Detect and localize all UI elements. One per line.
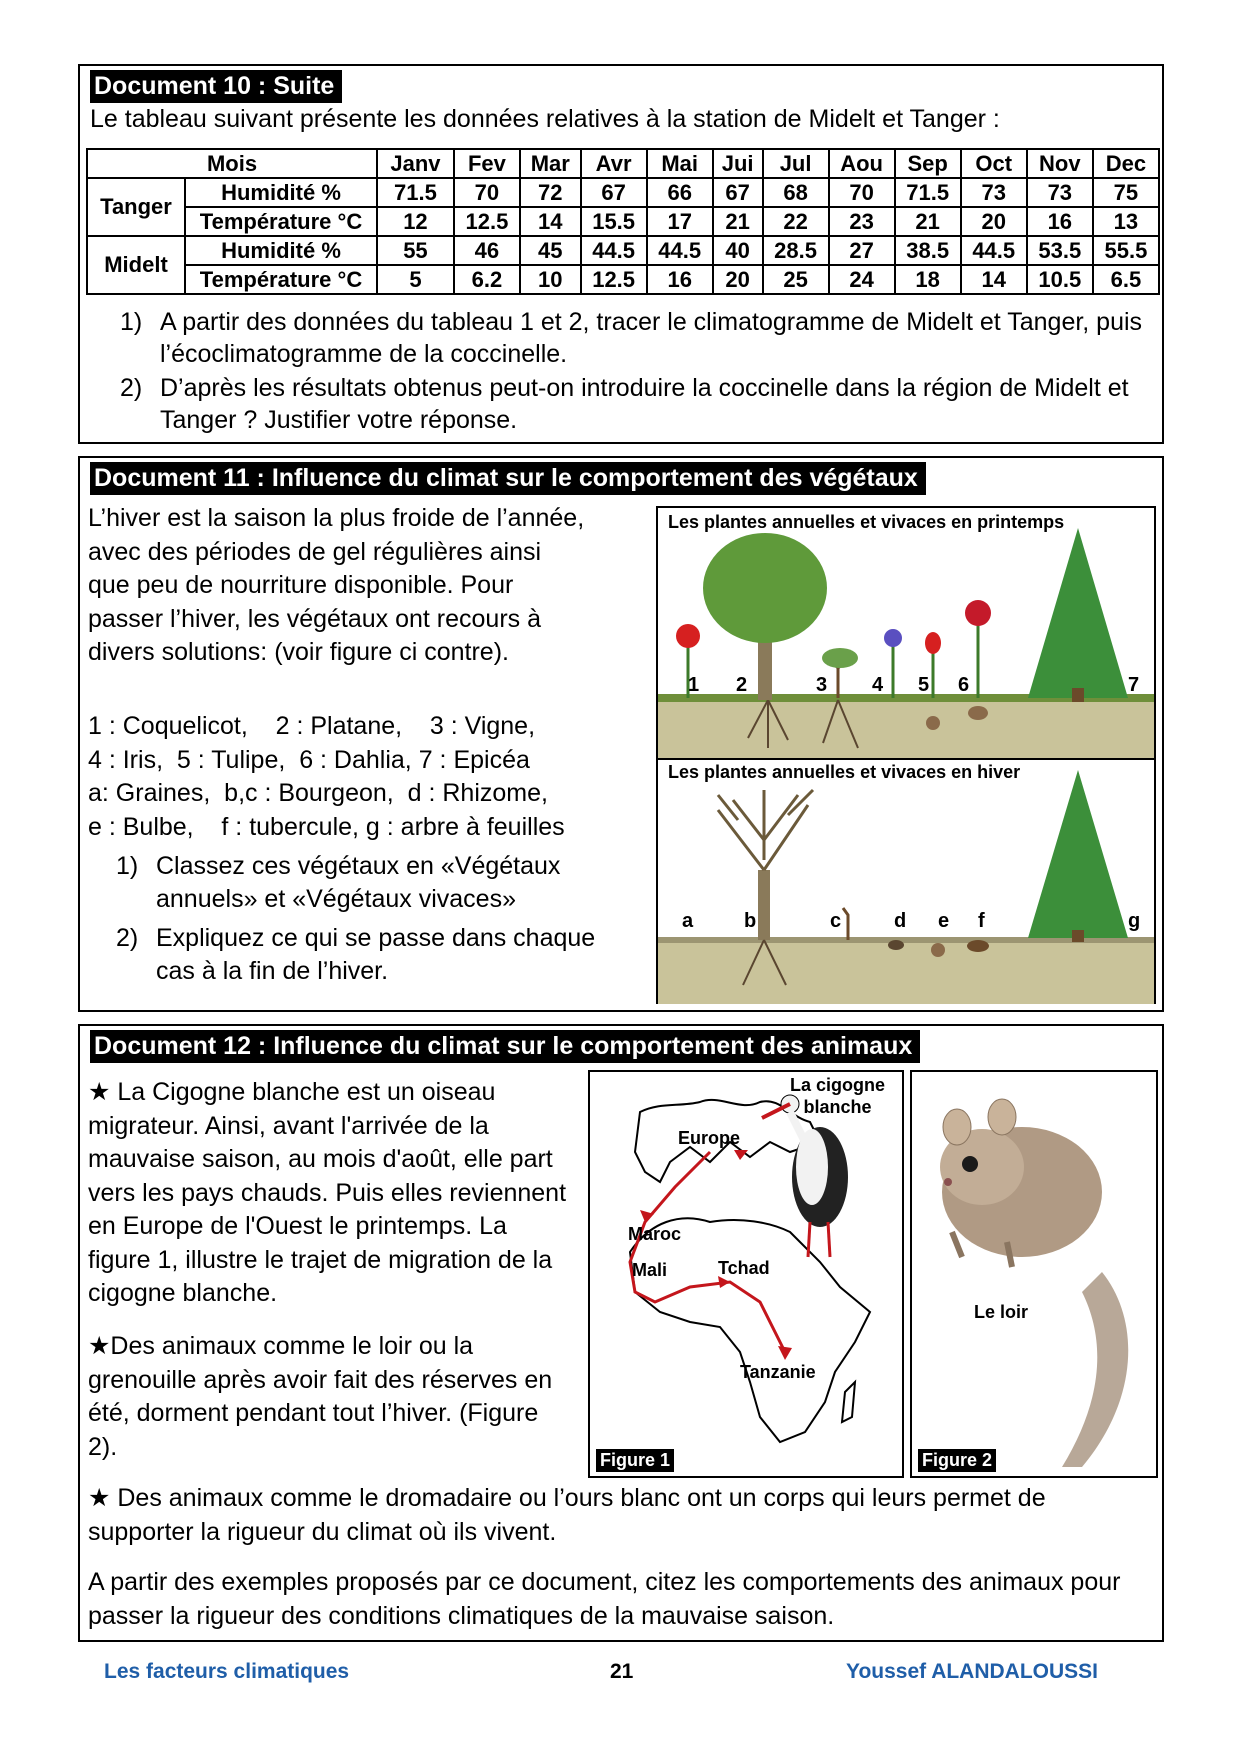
plant-letter: d: [894, 910, 907, 932]
stork-label-line: La cigogne: [790, 1075, 886, 1095]
table-cell: 6.5: [1093, 265, 1159, 294]
map-label-europe: Europe: [678, 1128, 741, 1148]
document-12-question: A partir des exemples proposés par ce document, citez les comportements des animaux pour passer la rigueur des conditions climatiques de la mauvaise saison.: [88, 1568, 1121, 1630]
map-label-mali: Mali: [632, 1260, 668, 1280]
table-cell: 21: [895, 207, 961, 236]
legend-line: 4 : Iris, 5 : Tulipe, 6 : Dahlia, 7 : Epicéa: [88, 745, 530, 774]
loir-paragraph: [88, 1330, 558, 1464]
table-cell: 13: [1093, 207, 1159, 236]
table-cell: 20: [713, 265, 763, 294]
stork-label-line: blanche: [803, 1097, 872, 1117]
month-header: Sep: [895, 149, 961, 178]
month-header: Fev: [454, 149, 520, 178]
document-11-questions: [116, 850, 616, 988]
month-header: Janv: [377, 149, 454, 178]
table-cell: 45: [520, 236, 581, 265]
plant-number: 6: [958, 674, 970, 696]
map-label-maroc: Maroc: [628, 1224, 682, 1244]
question-text: Classez ces végétaux en «Végétaux annuels» et «Végétaux vivaces»: [156, 852, 561, 913]
plant-letter: a: [682, 910, 694, 932]
table-cell: 18: [895, 265, 961, 294]
plant-number: 1: [688, 674, 700, 696]
spring-panel: [658, 508, 1154, 758]
loir-illustration: [912, 1072, 1156, 1476]
table-cell: 40: [713, 236, 763, 265]
table-cell: 15.5: [581, 207, 647, 236]
star-icon: ★: [88, 1484, 111, 1512]
table-row: [87, 236, 1159, 265]
plant-letter: g: [1128, 910, 1141, 932]
table-cell: 53.5: [1027, 236, 1093, 265]
footer-author: Youssef ALANDALOUSSI: [846, 1660, 1099, 1683]
spring-caption: Les plantes annuelles et vivaces en printemps: [668, 512, 1065, 532]
document-10-questions: [120, 306, 1150, 436]
table-cell: 44.5: [961, 236, 1027, 265]
climate-table: [86, 148, 1160, 295]
table-cell: 23: [829, 207, 895, 236]
loir-text: Des animaux comme le loir ou la grenouille après avoir fait des réserves en été, dorment pendant tout l’hiver. (Figure 2).: [88, 1332, 553, 1461]
station-name: Tanger: [87, 178, 185, 236]
plant-number: 7: [1128, 674, 1140, 696]
table-header-row: [87, 149, 1159, 178]
winter-panel: [658, 760, 1154, 1004]
document-12: [78, 1024, 1164, 1642]
question-number: 2): [116, 924, 139, 952]
star-icon: ★: [88, 1078, 111, 1106]
plant-letter: e: [938, 910, 950, 932]
map-label-tchad: Tchad: [718, 1258, 770, 1278]
table-row: [87, 207, 1159, 236]
table-cell: 12.5: [581, 265, 647, 294]
table-cell: 44.5: [647, 236, 713, 265]
table-cell: 44.5: [581, 236, 647, 265]
page-number: 21: [610, 1660, 634, 1683]
question-text: D’après les résultats obtenus peut-on introduire la coccinelle dans la région de Midelt et Tanger ? Justifier votre réponse.: [160, 374, 1129, 434]
table-cell: 6.2: [454, 265, 520, 294]
stork-paragraph: [88, 1076, 568, 1311]
question-item: [120, 372, 1150, 436]
table-cell: 73: [1027, 178, 1093, 207]
month-header: Nov: [1027, 149, 1093, 178]
plants-figure: [656, 506, 1156, 1004]
stork-text: La Cigogne blanche est un oiseau migrateur. Ainsi, avant l'arrivée de la mauvaise saison, au mois d'août, elle part vers les pays chauds. Puis elles reviennent en Europe de l'Ouest le printemps. La figure 1, illustre le trajet de migration de la cigogne blanche.: [88, 1078, 567, 1307]
table-cell: 73: [961, 178, 1027, 207]
table-cell: 12.5: [454, 207, 520, 236]
document-10-intro: Le tableau suivant présente les données relatives à la station de Midelt et Tanger :: [90, 105, 1000, 133]
table-cell: 24: [829, 265, 895, 294]
row-label: Humidité %: [185, 178, 377, 207]
table-cell: 22: [763, 207, 829, 236]
month-header: Oct: [961, 149, 1027, 178]
table-cell: 20: [961, 207, 1027, 236]
table-cell: 28.5: [763, 236, 829, 265]
table-row: [87, 265, 1159, 294]
table-cell: 10: [520, 265, 581, 294]
question-item: [116, 922, 616, 988]
table-cell: 70: [454, 178, 520, 207]
document-11-title: Document 11 : Influence du climat sur le comportement des végétaux: [90, 462, 926, 495]
table-cell: 66: [647, 178, 713, 207]
map-label-tanzanie: Tanzanie: [740, 1362, 816, 1382]
plant-letter: b: [744, 910, 757, 932]
table-cell: 5: [377, 265, 454, 294]
question-number: 1): [120, 308, 143, 336]
table-cell: 68: [763, 178, 829, 207]
document-11-intro: L’hiver est la saison la plus froide de l’année, avec des périodes de gel régulières ainsi que peu de nourriture disponible. Pour passer l’hiver, les végétaux ont recours à divers solutions: (voir figure ci contre).: [88, 504, 585, 666]
table-cell: 16: [1027, 207, 1093, 236]
stork-label: [790, 1074, 885, 1118]
star-icon: ★: [88, 1332, 111, 1360]
table-cell: 67: [713, 178, 763, 207]
month-header: Aou: [829, 149, 895, 178]
table-cell: 14: [520, 207, 581, 236]
spring-illustration: [658, 508, 1154, 758]
plant-legend: [88, 710, 648, 844]
legend-line: a: Graines, b,c : Bourgeon, d : Rhizome,: [88, 779, 548, 807]
table-cell: 21: [713, 207, 763, 236]
question-number: 1): [116, 852, 139, 880]
table-cell: 10.5: [1027, 265, 1093, 294]
plant-number: 3: [816, 674, 828, 696]
table-cell: 71.5: [377, 178, 454, 207]
figure-1-label: Figure 1: [596, 1449, 674, 1472]
month-header: Jul: [763, 149, 829, 178]
legend-line: e : Bulbe, f : tubercule, g : arbre à feuilles: [88, 812, 565, 841]
loir-label: Le loir: [974, 1302, 1029, 1322]
plant-number: 4: [872, 674, 884, 696]
question-number: 2): [120, 374, 143, 402]
question-item: [116, 850, 616, 916]
table-cell: 71.5: [895, 178, 961, 207]
table-cell: 38.5: [895, 236, 961, 265]
migration-map-figure: [588, 1070, 904, 1478]
table-cell: 16: [647, 265, 713, 294]
table-cell: 17: [647, 207, 713, 236]
table-cell: 25: [763, 265, 829, 294]
table-cell: 14: [961, 265, 1027, 294]
question-text: A partir des données du tableau 1 et 2, tracer le climatogramme de Midelt et Tanger, puis l’écoclimatogramme de la coccinelle.: [160, 308, 1143, 368]
table-cell: 70: [829, 178, 895, 207]
table-cell: 27: [829, 236, 895, 265]
footer-chapter: Les facteurs climatiques: [104, 1660, 350, 1683]
winter-illustration: [658, 760, 1154, 1004]
table-cell: 67: [581, 178, 647, 207]
month-header: Jui: [713, 149, 763, 178]
plant-letter: f: [978, 910, 985, 932]
plant-letter: c: [830, 910, 842, 932]
table-cell: 55.5: [1093, 236, 1159, 265]
month-header: Mai: [647, 149, 713, 178]
table-row: [87, 178, 1159, 207]
document-11: [78, 456, 1164, 1012]
plant-number: 2: [736, 674, 748, 696]
row-label: Température °C: [185, 207, 377, 236]
month-header: Mar: [520, 149, 581, 178]
document-10: [78, 64, 1164, 444]
loir-figure: [910, 1070, 1158, 1478]
row-label: Humidité %: [185, 236, 377, 265]
table-cell: 75: [1093, 178, 1159, 207]
table-cell: 46: [454, 236, 520, 265]
plant-number: 5: [918, 674, 930, 696]
winter-caption: Les plantes annuelles et vivaces en hiver: [668, 762, 1021, 782]
question-item: [120, 306, 1150, 370]
month-header: Avr: [581, 149, 647, 178]
dromadaire-paragraph: [88, 1482, 1158, 1549]
table-cell: 12: [377, 207, 454, 236]
dromadaire-text: Des animaux comme le dromadaire ou l’ours blanc ont un corps qui leurs permet de supporter la rigueur du climat où ils vivent.: [88, 1484, 1046, 1546]
document-12-title: Document 12 : Influence du climat sur le comportement des animaux: [90, 1030, 920, 1063]
legend-line: 1 : Coquelicot, 2 : Platane, 3 : Vigne,: [88, 712, 536, 740]
month-header: Dec: [1093, 149, 1159, 178]
table-header-label: Mois: [87, 149, 377, 178]
table-cell: 55: [377, 236, 454, 265]
row-label: Température °C: [185, 265, 377, 294]
question-text: Expliquez ce qui se passe dans chaque cas à la fin de l’hiver.: [156, 924, 596, 985]
document-10-title: Document 10 : Suite: [90, 70, 342, 103]
figure-2-label: Figure 2: [918, 1449, 996, 1472]
table-cell: 72: [520, 178, 581, 207]
station-name: Midelt: [87, 236, 185, 294]
